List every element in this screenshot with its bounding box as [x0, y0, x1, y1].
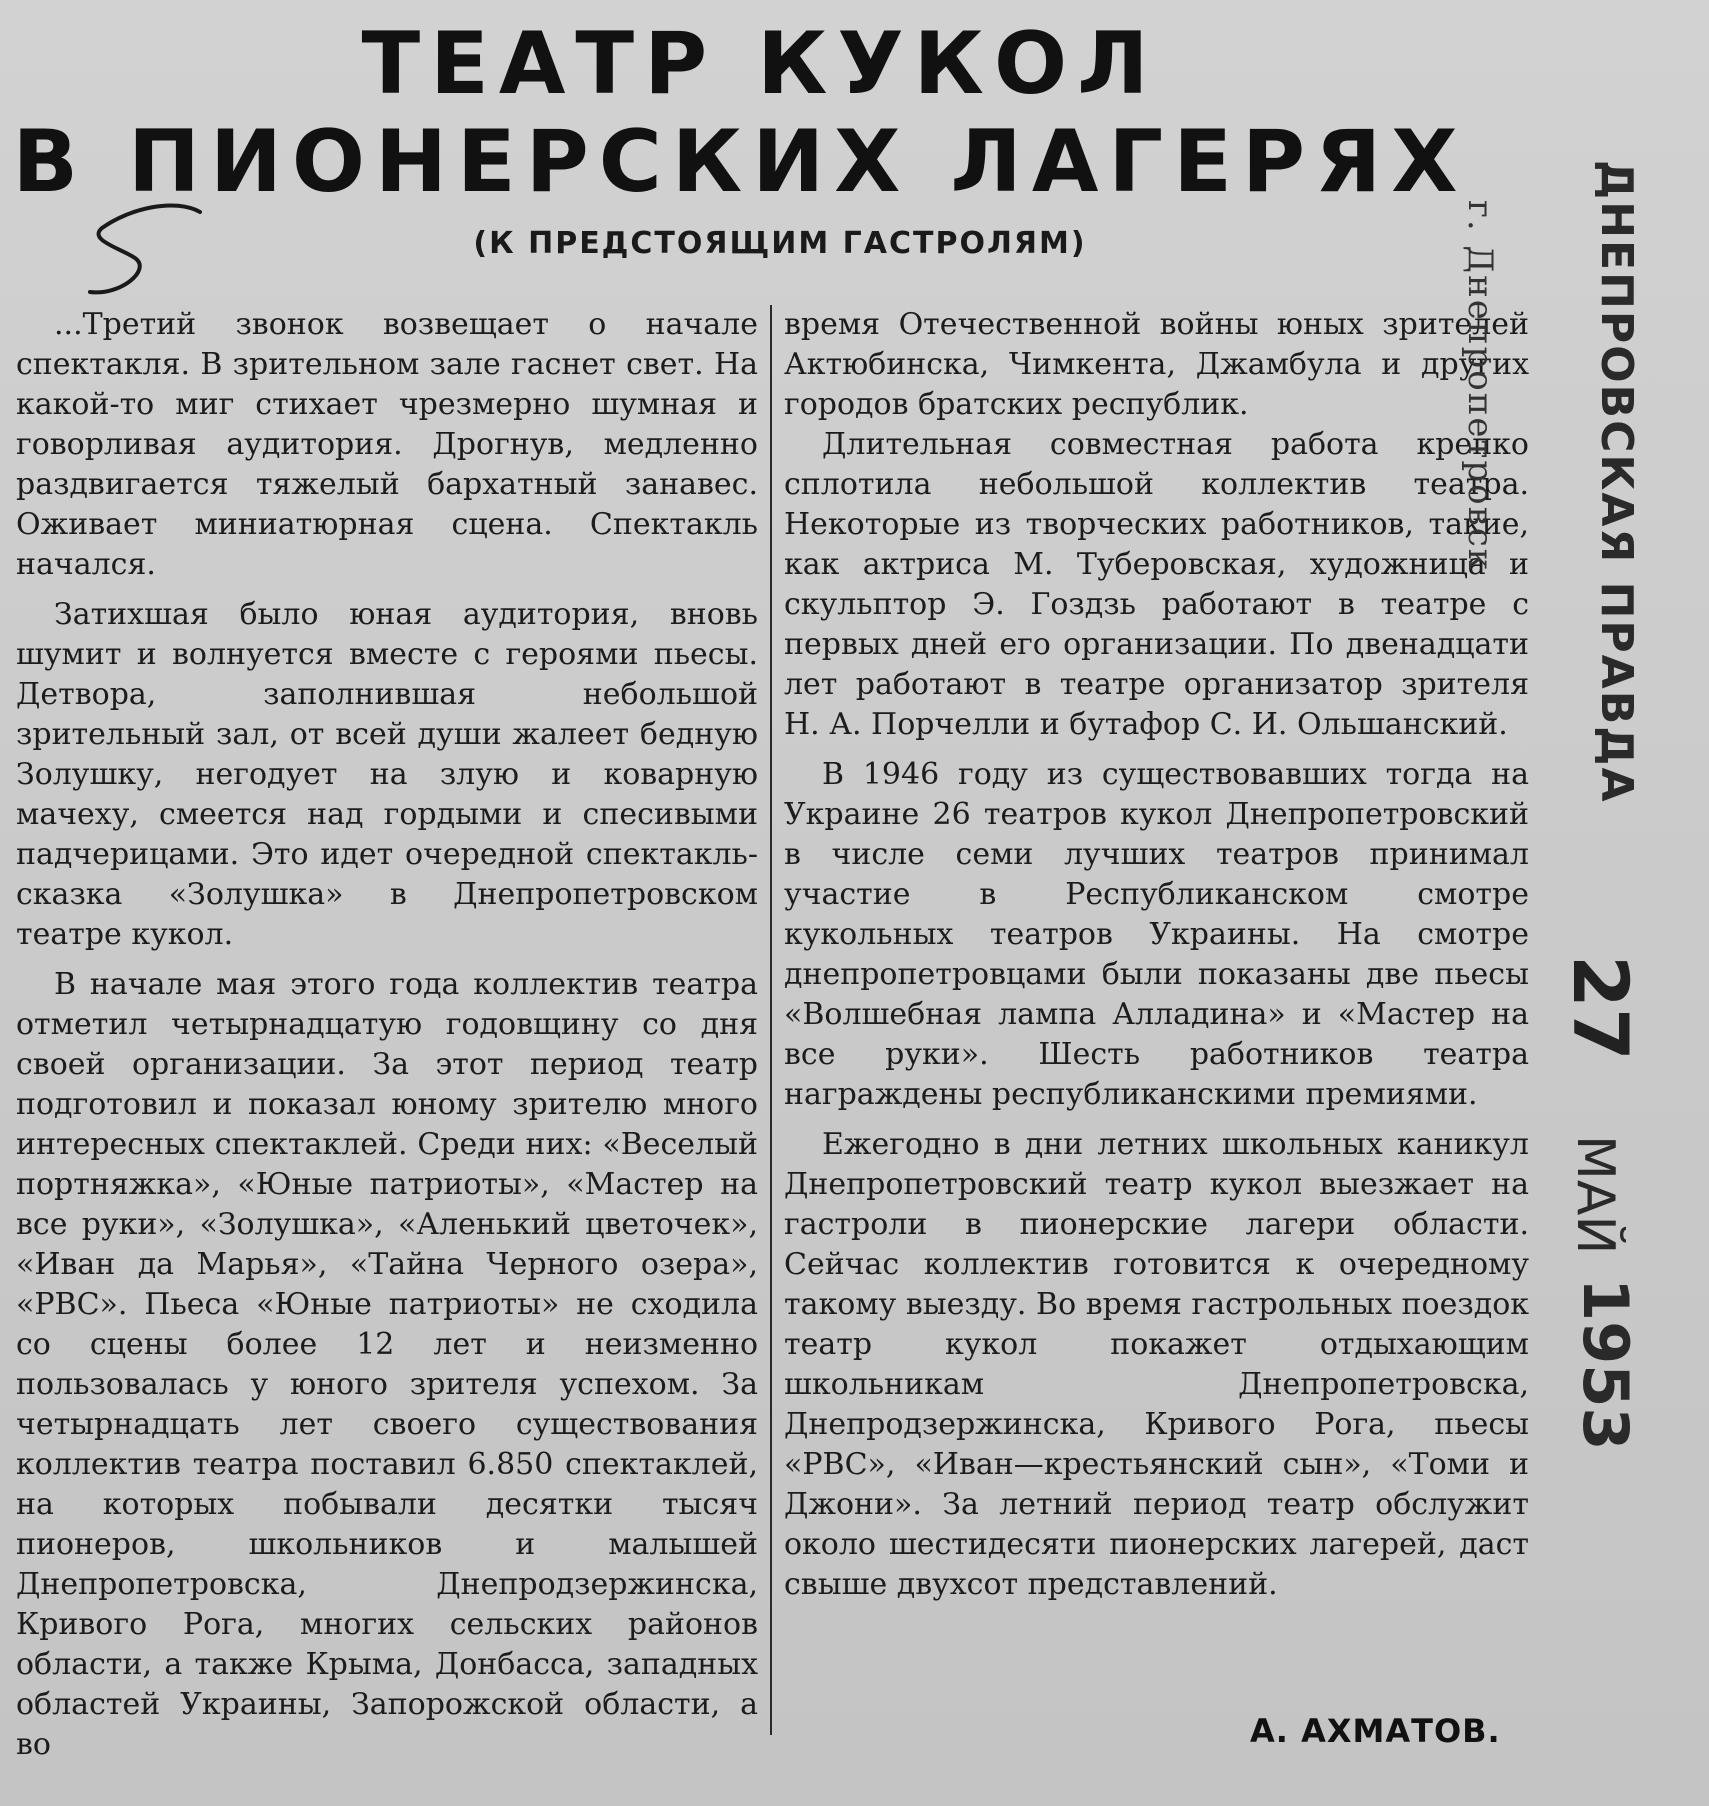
paragraph-continued: время Отечественной войны юных зрителей Актюбинска, Чимкента, Джамбула и других городов братских республик. [784, 307, 1529, 422]
article-column-left [16, 305, 758, 1765]
headline-line-1: ТЕАТР КУКОЛ [361, 14, 1159, 114]
article-column-right [784, 305, 1529, 1605]
stamp-day: 27 [1556, 955, 1645, 1061]
paragraph: ...Третий звонок возвещает о начале спектакля. В зрительном зале гаснет свет. На какой-то миг стихает чрезмерно шумная и говорливая аудитория. Дрогнув, медленно раздвигается тяжелый бархатный занавес. Оживает миниатюрная сцена. Спектакль начался. [16, 307, 758, 582]
paragraph: В начале мая этого года коллектив театра отметил четырнадцатую годовщину со дня своей организации. За этот период театр подготовил и показал юному зрителю много интересных спектаклей. Среди них: «Веселый портняжка», «Юные патриоты», «Мастер на все руки», «Золушка», «Аленький цветочек», «Иван да Марья», «Тайна Черного озера», «РВС». Пьеса «Юные патриоты» не сходила со сцены более 12 лет и неизменно пользовалась у юного зрителя успехом. За четырнадцать лет своего существования коллектив театра поставил 6.850 спектаклей, на которых побывали десятки тысяч пионеров, школьников и малышей Днепропетровска, Днепродзержинска, Кривого Рога, многих сельских районов области, а также Крыма, Донбасса, западных областей Украины, Запорожской области, а во [16, 967, 758, 1762]
column-divider [770, 305, 772, 1735]
paragraph: Длительная совместная работа крепко сплотила небольшой коллектив театра. Некоторые из творческих работников, такие, как актриса М. Туберовская, художница и скульптор Э. Гоздзь работают в театре с первых дней его организации. По двенадцати лет работают в театре организатор зрителя Н. А. Порчелли и бутафор С. И. Ольшанский. [784, 427, 1529, 742]
stamp-month: МАЙ [1565, 1135, 1625, 1255]
paragraph: В 1946 году из существовавших тогда на Украине 26 театров кукол Днепропетровский в числе семи лучших театров принимал участие в Республиканском смотре кукольных театров Украины. На смотре днепропетровцами были показаны две пьесы «Волшебная лампа Алладина» и «Мастер на все руки». Шесть работников театра награждены республиканскими премиями. [784, 757, 1529, 1112]
subtitle: (К ПРЕДСТОЯЩИМ ГАСТРОЛЯМ) [473, 226, 1087, 261]
handwritten-mark [80, 200, 220, 310]
stamp-newspaper-name: ДНЕПРОВСКАЯ ПРАВДА [1591, 160, 1642, 804]
stamp-year: 1953 [1569, 1278, 1642, 1451]
paragraph: Затихшая было юная аудитория, вновь шумит и волнуется вместе с героями пьесы. Детвора, заполнившая небольшой зрительный зал, от всей души жалеет бедную Золушку, негодует на злую и коварную мачеху, смеется над гордыми и спесивыми падчерицами. Это идет очередной спектакль-сказка «Золушка» в Днепропетровском театре кукол. [16, 597, 758, 952]
paragraph: Ежегодно в дни летних школьных каникул Днепропетровский театр кукол выезжает на гастроли в пионерские лагери области. Сейчас коллектив готовится к очередному такому выезду. Во время гастрольных поездок театр кукол покажет отдыхающим школьникам Днепропетровска, Днепродзержинска, Кривого Рога, пьесы «РВС», «Иван—крестьянский сын», «Томи и Джони». За летний период театр обслужит около шестидесяти пионерских лагерей, даст свыше двухсот представлений. [784, 1127, 1529, 1602]
headline-line-2: В ПИОНЕРСКИХ ЛАГЕРЯХ [12, 112, 1468, 212]
stamp-city: г. Днепропетровск [1460, 200, 1500, 573]
author-signature: А. АХМАТОВ. [1250, 1712, 1501, 1750]
